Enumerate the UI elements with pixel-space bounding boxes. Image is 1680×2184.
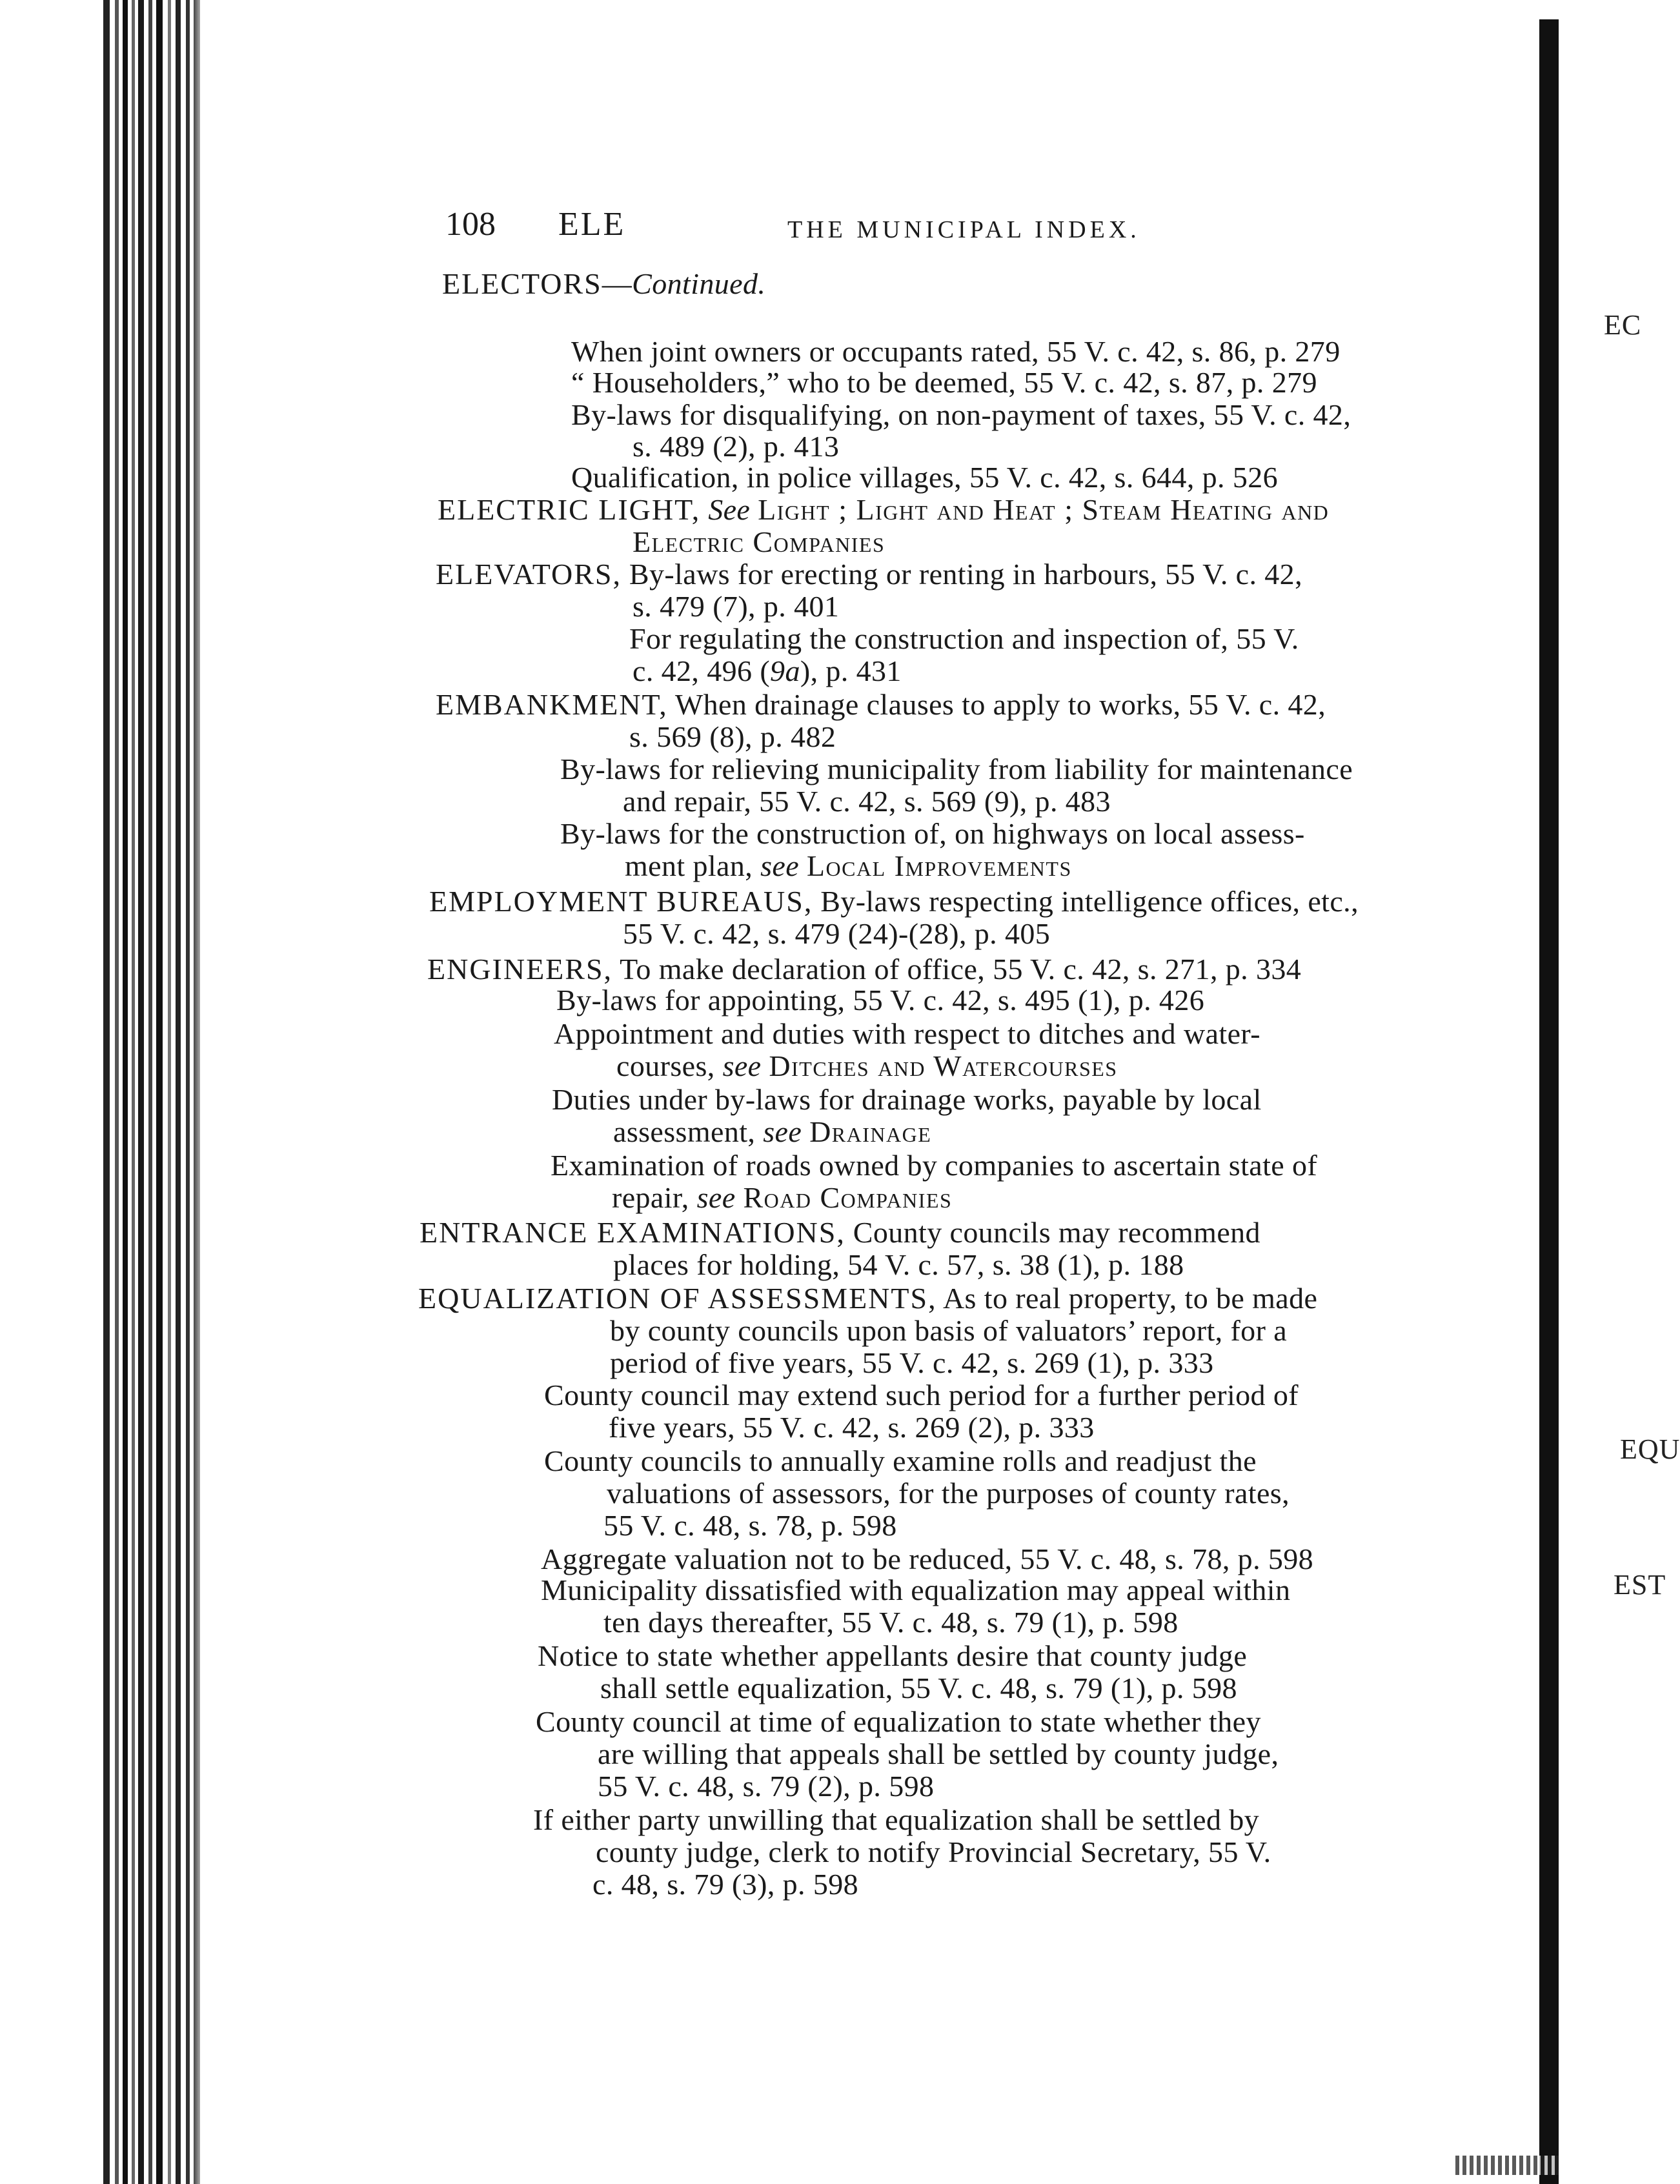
index-heading-line — [438, 494, 1329, 526]
index-entry-line — [571, 336, 1341, 368]
entry-text: County council may extend such period for a further period of — [544, 1379, 1299, 1411]
index-entry-line — [603, 1510, 897, 1542]
entry-text: five years, 55 V. c. 42, s. 269 (2), p. 333 — [609, 1411, 1095, 1444]
cross-reference: Drainage — [809, 1115, 932, 1148]
cross-reference: Light ; Light and Heat ; Steam Heating and — [758, 493, 1330, 526]
entry-heading: ELEVATORS, — [436, 558, 622, 591]
entry-text: courses, — [616, 1049, 723, 1082]
index-entry-line — [592, 1868, 858, 1901]
entry-text: 9a — [770, 654, 800, 687]
index-entry-line — [560, 753, 1353, 785]
index-entry-line — [544, 1379, 1299, 1411]
entry-text: See — [708, 493, 751, 526]
entry-text — [750, 493, 758, 526]
entry-text: see — [696, 1181, 736, 1214]
entry-text: period of five years, 55 V. c. 42, s. 269 (1), p. 333 — [610, 1346, 1214, 1379]
facing-fragment: EQU — [1620, 1433, 1680, 1465]
entry-text: see — [722, 1049, 762, 1082]
entry-text — [700, 493, 708, 526]
entry-text: By-laws respecting intelligence offices, etc., — [813, 885, 1359, 918]
entry-text: County councils to annually examine rolls and readjust the — [544, 1444, 1257, 1477]
facing-page — [1559, 0, 1680, 2184]
entry-text: For regulating the construction and inspection of, 55 V. — [629, 622, 1299, 655]
entry-text: places for holding, 54 V. c. 57, s. 38 (1), p. 188 — [613, 1248, 1184, 1281]
entry-text: As to real property, to be made — [936, 1282, 1318, 1315]
entry-text: ment plan, — [625, 849, 761, 882]
entry-text: “ Householders,” who to be deemed, 55 V. c. 42, s. 87, p. 279 — [571, 366, 1317, 399]
page-number: 108 — [445, 206, 496, 243]
running-title: THE MUNICIPAL INDEX. — [787, 216, 1140, 243]
entry-heading: ENTRANCE EXAMINATIONS, — [420, 1216, 845, 1249]
index-entry-line — [633, 526, 885, 558]
entry-text: assessment, — [613, 1115, 764, 1148]
entry-text: Continued. — [632, 267, 766, 300]
index-entry-line — [596, 1836, 1271, 1868]
index-entry-line — [633, 655, 902, 687]
index-entry-line — [598, 1738, 1279, 1770]
section-letters: ELE — [558, 206, 626, 243]
index-heading-line — [442, 268, 765, 300]
index-entry-line — [538, 1640, 1247, 1672]
entry-text: When drainage clauses to apply to works, 55 V. c. 42, — [667, 688, 1326, 721]
index-entry-line — [571, 399, 1351, 431]
cross-reference: Road Companies — [743, 1181, 953, 1214]
entry-text: valuations of assessors, for the purposes of county rates, — [607, 1477, 1290, 1510]
entry-heading: ENGINEERS, — [427, 953, 613, 986]
entry-heading: EMPLOYMENT BUREAUS, — [429, 885, 813, 918]
index-entry-line — [571, 367, 1317, 399]
index-entry-line — [616, 1050, 1118, 1082]
entry-text — [799, 849, 807, 882]
entry-text: see — [760, 849, 800, 882]
index-entry-line — [607, 1477, 1290, 1510]
index-entry-line — [536, 1706, 1261, 1738]
entry-text: By-laws for relieving municipality from liability for maintenance — [560, 753, 1353, 785]
entry-text: c. 48, s. 79 (3), p. 598 — [592, 1868, 859, 1901]
entry-text: are willing that appeals shall be settled by county judge, — [598, 1737, 1279, 1770]
entry-text: county judge, clerk to notify Provincial Secretary, 55 V. — [596, 1835, 1271, 1868]
entry-text: 55 V. c. 42, s. 479 (24)-(28), p. 405 — [623, 917, 1051, 950]
entry-text: s. 569 (8), p. 482 — [629, 720, 836, 753]
index-heading-line — [418, 1282, 1317, 1315]
index-entry-line — [612, 1182, 952, 1214]
index-entry-line — [629, 623, 1299, 655]
index-heading-line — [436, 689, 1326, 721]
index-heading-line — [436, 558, 1302, 591]
entry-text: If either party unwilling that equalization shall be settled by — [533, 1803, 1260, 1836]
index-entry-line — [633, 430, 839, 463]
entry-text: To make declaration of office, 55 V. c. 42, s. 271, p. 334 — [612, 953, 1302, 986]
index-entry-line — [629, 721, 836, 753]
index-entry-line — [554, 1018, 1260, 1050]
entry-text: Notice to state whether appellants desire that county judge — [538, 1639, 1248, 1672]
index-entry-line — [600, 1672, 1237, 1704]
entry-text: Qualification, in police villages, 55 V. c. 42, s. 644, p. 526 — [571, 461, 1279, 494]
entry-text: Aggregate valuation not to be reduced, 55 V. c. 48, s. 78, p. 598 — [541, 1542, 1314, 1575]
index-entry-line — [533, 1804, 1259, 1836]
index-entry-line — [603, 1606, 1179, 1639]
entry-text: Duties under by-laws for drainage works, payable by local — [552, 1083, 1262, 1116]
facing-fragment: EC — [1604, 309, 1642, 341]
index-entry-line — [551, 1149, 1317, 1182]
entry-text: — — [602, 267, 633, 300]
entry-heading: EQUALIZATION OF ASSESSMENTS, — [418, 1282, 937, 1315]
cross-reference: Local Improvements — [806, 849, 1072, 882]
entry-text: ten days thereafter, 55 V. c. 48, s. 79 (1), p. 598 — [603, 1606, 1179, 1639]
index-entry-line — [610, 1315, 1287, 1347]
index-entry-line — [633, 591, 839, 623]
entry-text: By-laws for erecting or renting in harbours, 55 V. c. 42, — [621, 558, 1302, 591]
index-entry-line — [541, 1543, 1313, 1575]
index-entry-line — [598, 1770, 934, 1803]
entry-heading: ELECTORS — [442, 267, 602, 300]
index-entry-line — [556, 984, 1204, 1016]
entry-text: s. 479 (7), p. 401 — [633, 590, 840, 623]
index-entry-line — [625, 850, 1072, 882]
entry-text: Appointment and duties with respect to ditches and water- — [554, 1017, 1260, 1050]
entry-text: 55 V. c. 48, s. 79 (2), p. 598 — [598, 1770, 935, 1803]
cross-reference: Ditches and Watercourses — [769, 1049, 1118, 1082]
entry-heading: EMBANKMENT, — [436, 688, 668, 721]
index-heading-line — [429, 885, 1359, 918]
entry-text: shall settle equalization, 55 V. c. 48, s. 79 (1), p. 598 — [600, 1672, 1237, 1704]
index-entry-line — [544, 1445, 1257, 1477]
index-entry-line — [609, 1411, 1095, 1444]
index-entry-line — [613, 1249, 1184, 1281]
index-entry-line — [623, 918, 1050, 950]
entry-text: and repair, 55 V. c. 42, s. 569 (9), p. 483 — [623, 785, 1111, 818]
entry-text: By-laws for disqualifying, on non-payment of taxes, 55 V. c. 42, — [571, 398, 1351, 431]
entry-text: County councils may recommend — [845, 1216, 1260, 1249]
entry-text: 55 V. c. 48, s. 78, p. 598 — [603, 1509, 897, 1542]
entry-text: County council at time of equalization to state whether they — [536, 1705, 1261, 1738]
index-entry-line — [552, 1084, 1262, 1116]
entry-text — [762, 1049, 769, 1082]
index-entry-line — [541, 1574, 1290, 1606]
entry-text: When joint owners or occupants rated, 55 V. c. 42, s. 86, p. 279 — [571, 335, 1341, 368]
index-entry-line — [571, 461, 1278, 494]
index-heading-line — [420, 1217, 1260, 1249]
index-heading-line — [427, 953, 1301, 986]
scan-specks — [1455, 2156, 1559, 2175]
entry-text: repair, — [612, 1181, 697, 1214]
facing-fragment: EST — [1614, 1569, 1666, 1601]
entry-text: c. 42, 496 ( — [633, 654, 771, 687]
index-entry-line — [613, 1116, 931, 1148]
entry-text: Municipality dissatisfied with equalization may appeal within — [541, 1573, 1291, 1606]
cross-reference: Electric Companies — [633, 525, 886, 558]
entry-text: see — [763, 1115, 802, 1148]
entry-text: s. 489 (2), p. 413 — [633, 430, 840, 463]
index-entry-line — [610, 1347, 1214, 1379]
entry-text: Examination of roads owned by companies to ascertain state of — [551, 1149, 1318, 1182]
entry-text: ), p. 431 — [800, 654, 902, 687]
entry-text: by county councils upon basis of valuators’ report, for a — [610, 1314, 1288, 1347]
entry-heading: ELECTRIC LIGHT, — [438, 493, 701, 526]
entry-text — [802, 1115, 809, 1148]
entry-text — [736, 1181, 744, 1214]
entry-text: By-laws for the construction of, on highways on local assess- — [560, 817, 1305, 850]
index-entry-line — [560, 818, 1305, 850]
index-entry-line — [623, 785, 1111, 818]
entry-text: By-laws for appointing, 55 V. c. 42, s. 495 (1), p. 426 — [556, 984, 1205, 1016]
page-right-edge — [1539, 19, 1559, 2184]
